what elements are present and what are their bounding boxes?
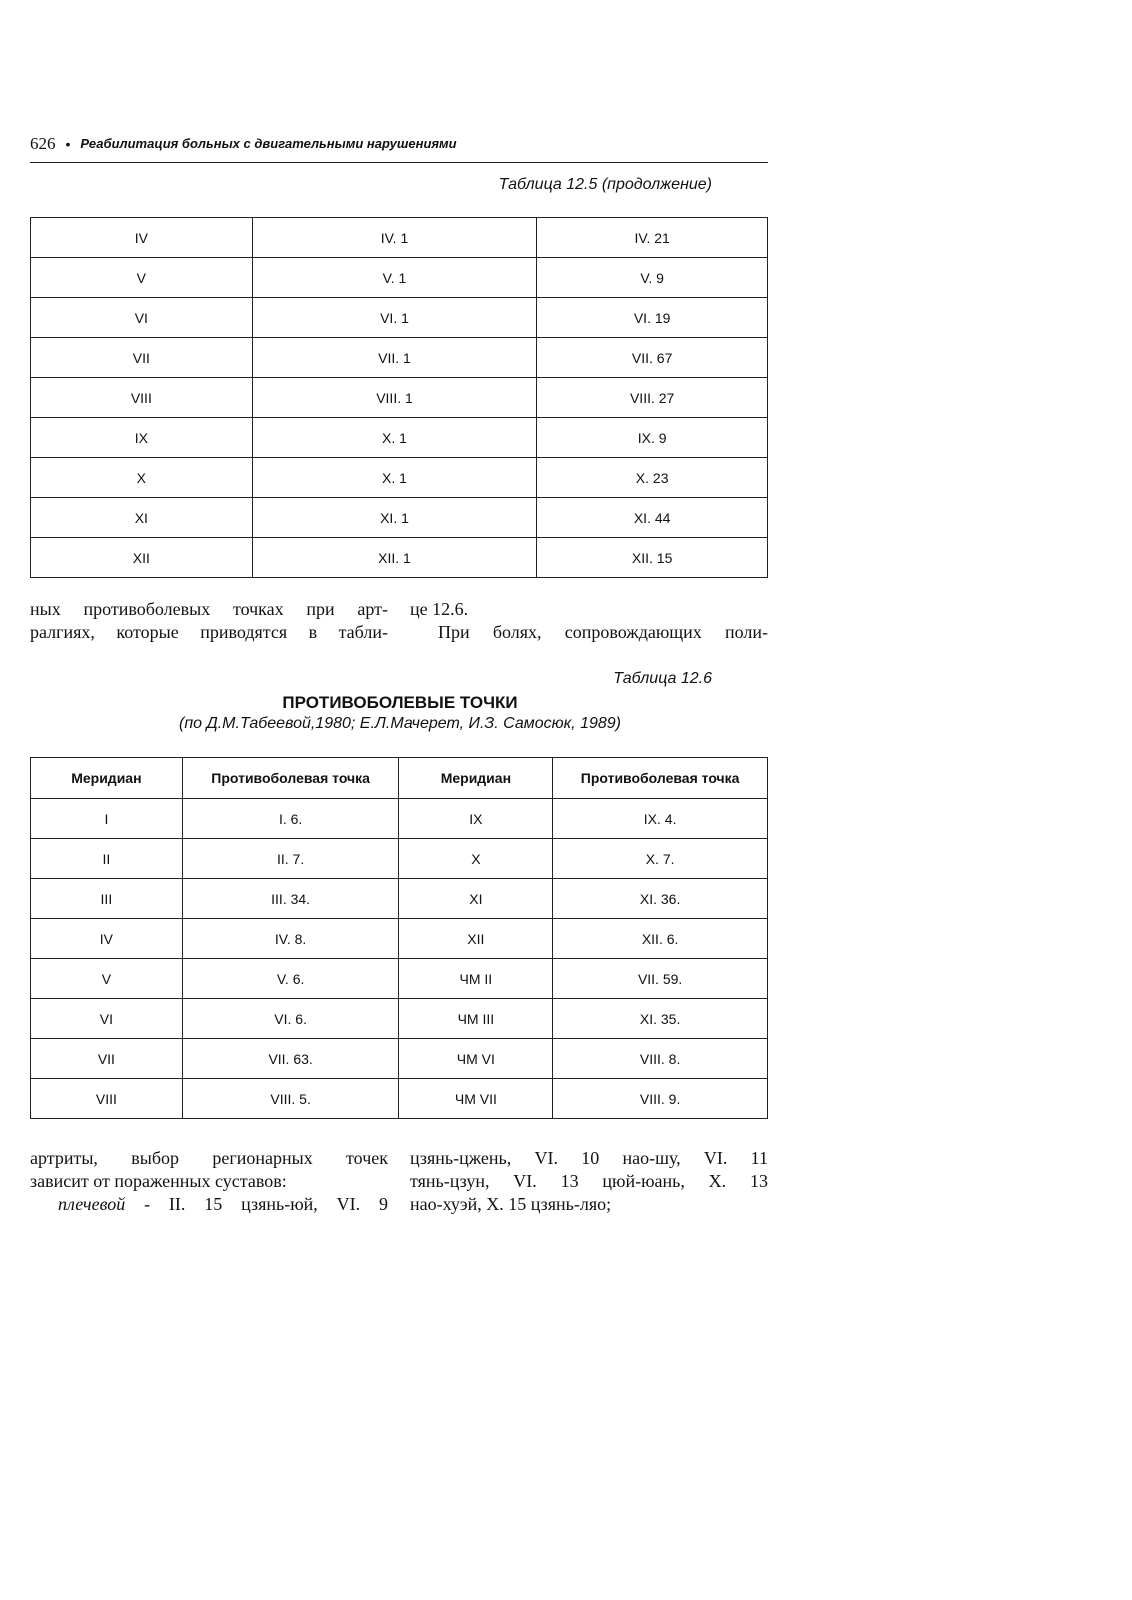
- table2-heading: ПРОТИВОБОЛЕВЫЕ ТОЧКИ: [282, 693, 518, 712]
- table-cell: VIII. 1: [252, 378, 537, 418]
- table-cell: IV. 8.: [182, 919, 399, 959]
- page-number: 626: [30, 134, 56, 153]
- table-cell: IX. 9: [537, 418, 768, 458]
- text-line: тянь-цзун, VI. 13 цюй-юань, X. 13: [410, 1171, 768, 1191]
- table-cell: V. 6.: [182, 959, 399, 999]
- table-row: [31, 999, 768, 1039]
- header-bullet: •: [65, 136, 71, 152]
- table-cell: VIII. 5.: [182, 1079, 399, 1119]
- text-fragment: - II. 15 цзянь-юй, VI. 9: [144, 1194, 388, 1214]
- header-meridian: Меридиан: [399, 758, 553, 799]
- table-cell: VI. 1: [252, 298, 537, 338]
- table-row: [31, 879, 768, 919]
- table-cell: I: [31, 799, 183, 839]
- paragraph-right-1: [410, 598, 768, 621]
- table-cell: II. 7.: [182, 839, 399, 879]
- table-cell: VIII: [31, 378, 253, 418]
- table-cell: V. 1: [252, 258, 537, 298]
- table-row: [31, 338, 768, 378]
- table-12-5-continued: [30, 217, 768, 578]
- paragraph-right-2: [410, 621, 768, 644]
- table-cell: VII. 59.: [553, 959, 768, 999]
- table-cell: XII: [399, 919, 553, 959]
- text-line: При болях, сопровождающих поли-: [438, 622, 768, 642]
- table-row: [31, 258, 768, 298]
- table-cell: XII. 15: [537, 538, 768, 578]
- table-cell: IX. 4.: [553, 799, 768, 839]
- table-header-row: [31, 758, 768, 799]
- table-12-6: [30, 757, 768, 1119]
- table2-subheading: (по Д.М.Табеевой,1980; Е.Л.Мачерет, И.З. Самосюк, 1989): [178, 715, 621, 732]
- table-row: [31, 799, 768, 839]
- header-antipain-point: Противоболевая точка: [553, 758, 768, 799]
- table-row: [31, 458, 768, 498]
- table-cell: V: [31, 959, 183, 999]
- text-line: нао-хуэй, X. 15 цзянь-ляо;: [410, 1194, 612, 1214]
- table2-caption: Таблица 12.6: [613, 670, 712, 687]
- table-cell: VIII: [31, 1079, 183, 1119]
- table-row: [31, 498, 768, 538]
- paragraph-right-3: [410, 1147, 768, 1216]
- table-cell: X: [399, 839, 553, 879]
- header-meridian: Меридиан: [31, 758, 183, 799]
- paragraph-left-2: [30, 1147, 388, 1216]
- table-cell: VII. 63.: [182, 1039, 399, 1079]
- table-cell: IV: [31, 919, 183, 959]
- table-cell: VII. 1: [252, 338, 537, 378]
- table-cell: V. 9: [537, 258, 768, 298]
- table-cell: XII. 6.: [553, 919, 768, 959]
- table-row: [31, 538, 768, 578]
- table-cell: XI. 44: [537, 498, 768, 538]
- table-cell: IV: [31, 218, 253, 258]
- header-antipain-point: Противоболевая точка: [182, 758, 399, 799]
- table-cell: VI: [31, 999, 183, 1039]
- table-cell: VIII. 9.: [553, 1079, 768, 1119]
- table-cell: IV. 1: [252, 218, 537, 258]
- running-title: Реабилитация больных с двигательными нарушениями: [80, 136, 457, 151]
- table-cell: ЧМ III: [399, 999, 553, 1039]
- table-cell: X. 7.: [553, 839, 768, 879]
- table-cell: I. 6.: [182, 799, 399, 839]
- table-cell: II: [31, 839, 183, 879]
- text-line: артриты, выбор регионарных точек: [30, 1148, 388, 1168]
- table-cell: VI: [31, 298, 253, 338]
- table-cell: VII. 67: [537, 338, 768, 378]
- table-cell: X. 1: [252, 458, 537, 498]
- table-row: [31, 418, 768, 458]
- joint-name: плечевой: [58, 1194, 126, 1214]
- table-row: [31, 218, 768, 258]
- table-cell: ЧМ II: [399, 959, 553, 999]
- table-cell: IX: [31, 418, 253, 458]
- table-cell: ЧМ VII: [399, 1079, 553, 1119]
- table-cell: VII: [31, 1039, 183, 1079]
- table-cell: XI. 36.: [553, 879, 768, 919]
- table-cell: XI. 1: [252, 498, 537, 538]
- text-line: зависит от пораженных суставов:: [30, 1171, 287, 1191]
- table-cell: VI. 19: [537, 298, 768, 338]
- table-cell: XII: [31, 538, 253, 578]
- table-cell: VIII. 27: [537, 378, 768, 418]
- table-cell: III: [31, 879, 183, 919]
- table-row: [31, 839, 768, 879]
- table-cell: IX: [399, 799, 553, 839]
- text-line: це 12.6.: [410, 599, 469, 619]
- text-line: цзянь-цжень, VI. 10 нао-шу, VI. 11: [410, 1148, 768, 1168]
- text-line: ных противоболевых точках при арт-: [30, 599, 388, 619]
- table-cell: VIII. 8.: [553, 1039, 768, 1079]
- table-cell: X. 23: [537, 458, 768, 498]
- table-cell: X: [31, 458, 253, 498]
- table-cell: XI. 35.: [553, 999, 768, 1039]
- text-line: ралгиях, которые приводятся в табли-: [30, 622, 388, 642]
- table-row: [31, 919, 768, 959]
- table-row: [31, 959, 768, 999]
- page-header: [30, 134, 768, 163]
- table-row: [31, 298, 768, 338]
- table-cell: XII. 1: [252, 538, 537, 578]
- table-cell: III. 34.: [182, 879, 399, 919]
- table-row: [31, 378, 768, 418]
- table-cell: VI. 6.: [182, 999, 399, 1039]
- table-cell: VII: [31, 338, 253, 378]
- table1-caption: Таблица 12.5 (продолжение): [498, 176, 712, 193]
- table-cell: ЧМ VI: [399, 1039, 553, 1079]
- table-row: [31, 1039, 768, 1079]
- table-cell: XI: [399, 879, 553, 919]
- table-cell: V: [31, 258, 253, 298]
- table-row: [31, 1079, 768, 1119]
- text-line: [30, 1193, 388, 1216]
- paragraph-left-1: [30, 598, 388, 644]
- table-cell: XI: [31, 498, 253, 538]
- table-cell: IV. 21: [537, 218, 768, 258]
- table-cell: X. 1: [252, 418, 537, 458]
